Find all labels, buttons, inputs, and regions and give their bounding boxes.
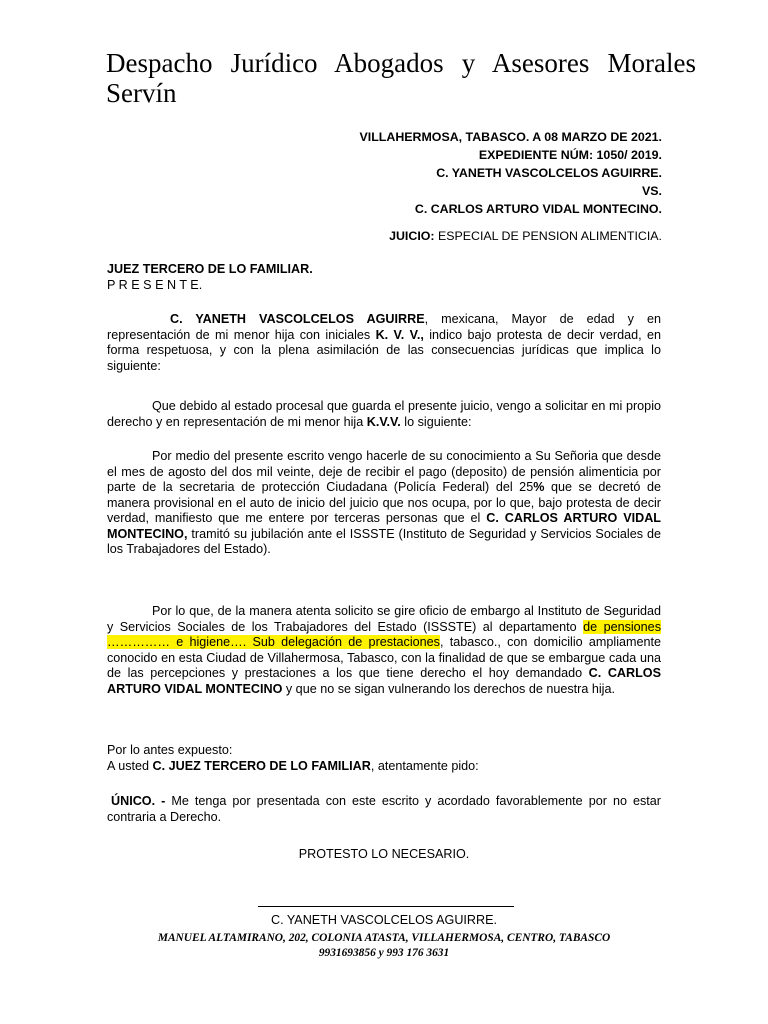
place-date: VILLAHERMOSA, TABASCO. A 08 MARZO DE 2021. bbox=[359, 130, 662, 144]
unico-text: Me tenga por presentada con este escrito y acordado favorablemente por no estar contraria a Derecho. bbox=[107, 794, 661, 824]
unico-label: ÚNICO. - bbox=[111, 794, 166, 808]
paragraph-request bbox=[107, 399, 661, 430]
closing-line-2-pre: A usted bbox=[107, 758, 153, 773]
juicio-label: JUICIO: bbox=[389, 229, 435, 243]
paragraph-request-text: Que debido al estado procesal que guarda el presente juicio, vengo a solicitar en mi propio derecho y en representación de mi menor hija bbox=[107, 399, 661, 429]
closing-line-1: Por lo antes expuesto: bbox=[107, 743, 233, 757]
paragraph-intro-text-2: indico bajo protesta de decir verdad, en forma respetuosa, y con la plena asimilación de las consecuencias jurídicas que implica lo siguiente: bbox=[107, 327, 661, 373]
paragraph-embargo-text: Por lo que, de la manera atenta solicito se gire oficio de embargo al Instituto de Seguridad y Servicios Sociales de los Trabajadores del Estado (ISSSTE) al departamento bbox=[107, 604, 661, 634]
signer-name: C. YANETH VASCOLCELOS AGUIRRE. bbox=[270, 913, 498, 927]
firm-name: Despacho Jurídico Abogados y Asesores Morales Servín bbox=[106, 48, 696, 108]
signer-address: MANUEL ALTAMIRANO, 202, COLONIA ATASTA, VILLAHERMOSA, CENTRO, TABASCO bbox=[157, 932, 611, 944]
paragraph-facts-text: Por medio del presente escrito vengo hacerle de su conocimiento a Su Señoria que desde el mes de agosto del dos mil veinte, deje de recibir el pago (deposito) de pensión alimenticia por parte de la secretaria de protección Ciudadana (Policía Federal) del 25 bbox=[107, 449, 661, 494]
signature-line bbox=[258, 906, 514, 907]
closing-judge: C. JUEZ TERCERO DE LO FAMILIAR bbox=[152, 758, 371, 773]
paragraph-facts-text-3: tramitó su jubilación ante el ISSSTE (Instituto de Seguridad y Servicios Sociales de los Trabajadores del Estado). bbox=[107, 526, 661, 556]
paragraph-embargo-text-2: , tabasco., con domicilio ampliamente conocido en esta Ciudad de Villahermosa, Tabasco, con la finalidad de que se embargue cada una de las percepciones y prestaciones a los que tiene derecho el hoy demandado bbox=[107, 635, 661, 680]
closing bbox=[107, 743, 661, 774]
plaintiff-name: C. YANETH VASCOLCELOS AGUIRRE. bbox=[436, 166, 662, 180]
unico-petition bbox=[107, 794, 661, 825]
paragraph-intro bbox=[107, 312, 661, 374]
versus-label: VS. bbox=[642, 184, 662, 198]
addressee-presente: P R E S E N T E. bbox=[107, 277, 203, 292]
closing-line-2-post: , atentamente pido: bbox=[370, 758, 479, 773]
initials-2: K.V.V. bbox=[366, 414, 401, 429]
closing-line-2 bbox=[107, 759, 661, 775]
expediente-number: EXPEDIENTE NÚM: 1050/ 2019. bbox=[478, 148, 662, 162]
protesto: PROTESTO LO NECESARIO. bbox=[298, 847, 470, 861]
signer-phones: 9931693856 y 993 176 3631 bbox=[318, 947, 450, 959]
plaintiff-name-inline: C. YANETH VASCOLCELOS AGUIRRE bbox=[170, 312, 425, 326]
paragraph-facts bbox=[107, 449, 661, 558]
percent-sign: % bbox=[533, 480, 545, 494]
defendant-name: C. CARLOS ARTURO VIDAL MONTECINO. bbox=[414, 202, 662, 216]
juicio-value: ESPECIAL DE PENSION ALIMENTICIA. bbox=[434, 229, 662, 243]
paragraph-embargo-text-3: y que no se sigan vulnerando los derechos de nuestra hija. bbox=[282, 681, 615, 696]
addressee bbox=[107, 262, 661, 293]
paragraph-request-text-2: lo siguiente: bbox=[400, 414, 472, 429]
initials: K. V. V., bbox=[375, 327, 424, 342]
defendant-name-inline-2: C. CARLOS ARTURO VIDAL MONTECINO bbox=[107, 666, 661, 696]
addressee-judge: JUEZ TERCERO DE LO FAMILIAR. bbox=[107, 262, 313, 276]
highlighted-text: de pensiones …………… e higiene…. Sub delegación de prestaciones bbox=[107, 619, 661, 649]
case-header bbox=[240, 128, 662, 218]
paragraph-intro-text: , mexicana, Mayor de edad y en representación de mi menor hija con iniciales bbox=[107, 312, 661, 342]
juicio-line bbox=[240, 227, 662, 245]
paragraph-embargo bbox=[107, 604, 661, 697]
paragraph-facts-text-2: que se decretó de manera provisional en el auto de inicio del juicio que nos ocupa, por lo que, bajo protesta de decir verdad, manifiesto que me entere por terceras personas que el bbox=[107, 480, 661, 525]
defendant-name-inline: C. CARLOS ARTURO VIDAL MONTECINO, bbox=[107, 511, 661, 541]
